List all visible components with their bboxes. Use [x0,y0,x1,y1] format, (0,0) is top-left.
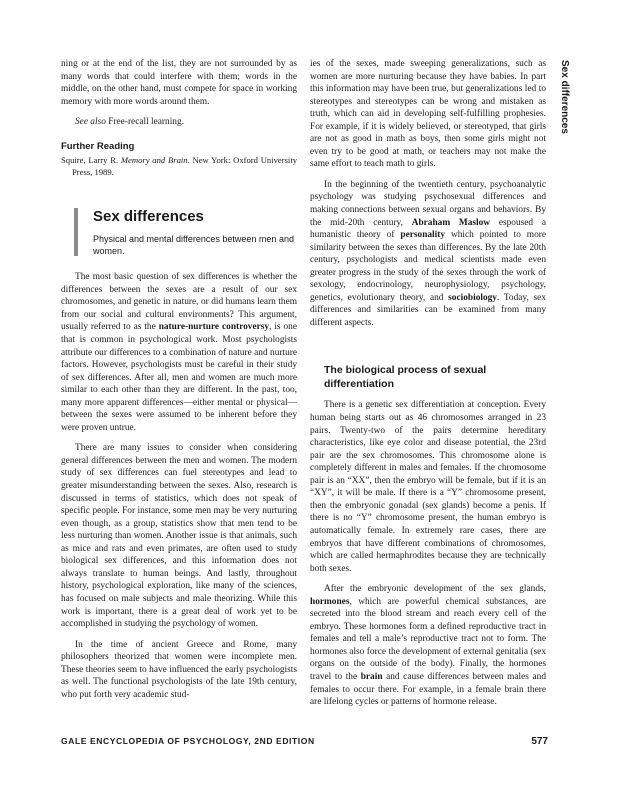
reference [61,155,297,178]
entry-marker-bar [74,208,78,256]
further-reading-heading: Further Reading [61,140,135,152]
publication-title: GALE ENCYCLOPEDIA OF PSYCHOLOGY, 2ND EDITION [61,736,315,746]
running-header [559,60,573,134]
paragraph-history: In the time of ancient Greece and Rome, many philosophers theorized that women were incomplete men. These theories seem to have influenced the early psychologists as well. The functional psychologists of the late 19th century, who put forth very academic stud- [61,639,297,700]
text-run: . Today, sex differences and similarities can be examined from many different aspects. [310,292,547,328]
see-also [61,116,297,129]
text-run: and cause differences between males and females to occur there. For example, in a female brain there are lifelong cycles or patterns of hormone release. [310,671,546,708]
see-also-label: See also [75,117,106,128]
keyword-personality[interactable]: personality [400,230,446,241]
text-run: , is one that is common in psychological work. Most psychologists attribute our differences to a combination of nature and nurture factors. However, psychologists must be careful in their study of sex differences. After all, men and women are much more similar to each other than they are different. In the past, too, many more apparent differences—either mental or physical—between the sexes were assumed to be inherent before they were proven untrue. [61,322,297,433]
keyword-abraham-maslow[interactable]: Abraham Maslow [411,217,491,228]
entry-header [61,208,297,257]
continued-paragraph: ning or at the end of the list, they are not surrounded by as many words that could interfere with them; words in the middle, on the other hand, must compete for space in working memory with more words around them. [61,59,297,107]
text-run: , which are powerful chemical substances, are secreted into the blood stream and reach every cell of the embryo. These hormones form a defined reproductive tract in females and tell a male’s reproductive tract not to form. The hormones also force the development of external genitalia (sex organs on the outside of the body). Finally, the hormones travel to the [310,596,546,682]
entry-title: Sex differences [93,208,204,226]
paragraph-stereotypes: ies of the sexes, made sweeping generalizations, such as women are more nurturing because they have babies. In part this information may have been true, but generalizations led to stereotypes and stereotypes can be wrong and mistaken as truth, which can aid in developing self-fulfilling prophesies. For example, if it is widely believed, or stereotyped, that girls are not as good in math as boys, then some girls might not even try to be good at math, or teachers may not make the same effort to teach math to girls. [310,59,546,170]
keyword-sociobiology[interactable]: sociobiology [448,292,497,303]
keyword-hormones[interactable]: hormones [310,596,350,607]
reference-title: Memory and Brain. [120,155,190,166]
entry-summary: Physical and mental differences between men and women. [93,234,294,257]
text-run: which pointed to more similarity between the sexes than differences. By the late 20th century, psychologists and medical scientists made even greater progress in the study of the sexes through the work of sexology, endocrinology, neurophysiology, psychology, genetics, evolutionary theory, and [310,230,547,303]
paragraph-hormones [310,583,546,708]
right-column [310,58,546,717]
paragraph-issues: There are many issues to consider when considering general differences between the men and women. The modern study of sex differences can fuel stereotypes and lead to greater misunderstanding between the sexes. Also, research is discussed in terms of statistics, which does not speak of specific people. For instance, some men may be very nurturing even though, as a group, statistics show that men tend to be less nurturing than women. Another issue is that animals, such as mice and rats and even primates, are often used to study biological sex differences, and this information does not always translate to human beings. And lastly, throughout history, psychological exploration, like many of the sciences, has focused on male subjects and male theorizing. While this work is important, there is a great deal of work yet to be accomplished in studying the psychology of women. [61,443,297,630]
text-run: espoused a humanistic theory of [310,217,546,241]
keyword-brain[interactable]: brain [360,671,383,682]
text-run: After the embryonic development of the sex glands, [324,584,546,595]
page-footer [61,736,548,746]
section-subheading: The biological process of sexual differentiation [324,364,487,391]
text-run: In the beginning of the twentieth century, psychoanalytic psychology was studying psychosexual differences and making connections between sexual organs and behaviors. By the mid-20th century, [310,179,546,228]
paragraph-nature-nurture [61,271,297,434]
paragraph-genetic: There is a genetic sex differentiation at conception. Every human being starts out as 46 chromosomes arranged in 23 pairs. Twenty-two of the pairs determine hereditary characteristics, like eye color and disease potential, the 23rd pair are the sex chromosomes. This chromosome alone is completely different in males and females. If the chromosome pair is an “XX”, then the embryo will be female, but if it is an “XY”, it will be male. If there is a “Y” chromosome present, then the embryonic gonadal (sex glands) become a penis. If there is no “Y” chromosome present, the human embryo is automatically female. In extremely rare cases, there are embryos that have different combinations of chromosomes, which are called hermaphrodites because they are technically both sexes. [310,400,546,574]
keyword-nature-nurture[interactable]: nature-nurture controversy [158,322,270,333]
reference-publisher: New York: Oxford University Press, 1989. [72,155,298,177]
text-run: The most basic question of sex differences is whether the differences between the sexes are a result of our sex chromosomes, and genetic in nature, or did humans learn them from our social and cultural environments? This argument, usually referred to as the [61,272,297,333]
paragraph-twentieth-century [310,179,546,330]
see-also-link[interactable]: Free-recall learning. [105,117,184,128]
reference-author: Squire, Larry R. [61,155,121,166]
left-column [61,58,297,709]
running-header-text: Sex differences [559,60,570,134]
page-number: 577 [531,736,548,747]
